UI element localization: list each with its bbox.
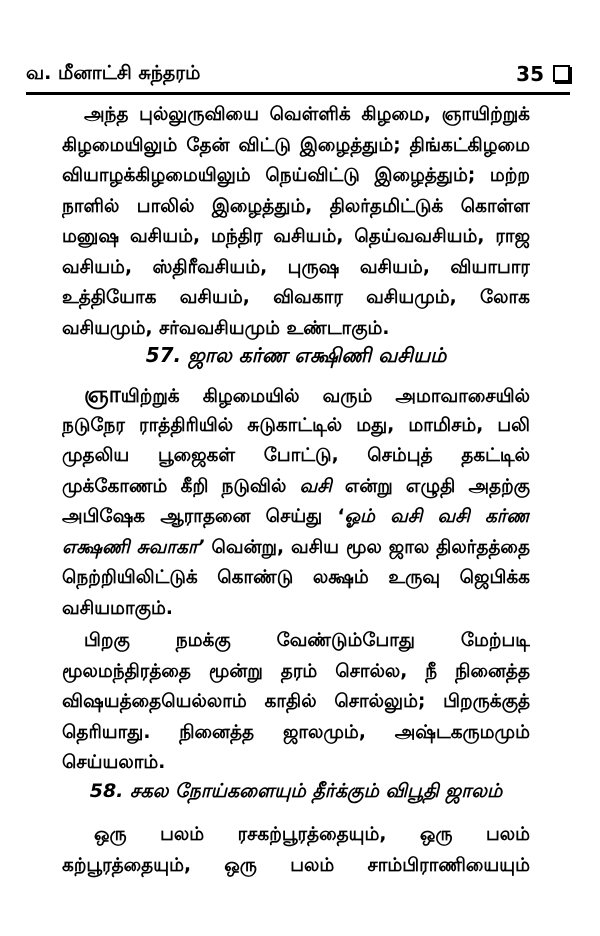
initial-word: ஞா <box>84 382 121 408</box>
header-rule <box>26 92 570 95</box>
text-segment: முக்கோணம் கீறி நடுவில் <box>62 475 300 497</box>
text-line: விஷயத்தையெல்லாம் காதில் சொல்லும்; பிறருக்குத் <box>62 691 530 712</box>
text-line: பிறகு நமக்கு வேண்டும்போது மேற்படி <box>84 630 530 651</box>
text-emphasis: ஓம் வசி வசி கர்ண <box>344 506 530 527</box>
text-line <box>62 502 530 533</box>
square-bullet-icon <box>553 65 570 82</box>
text-line <box>62 380 530 411</box>
text-line: கற்பூரத்தையும், ஒரு பலம் சாம்பிராணியையும் <box>62 854 530 876</box>
text-line: வசியமும், சர்வவசியமும் உண்டாகும். <box>62 317 390 339</box>
text-line: வசியமாகும். <box>62 597 173 619</box>
text-line: ஒரு பலம் ரசகற்பூரத்தையும், ஒரு பலம் <box>94 824 530 845</box>
text-line: நடுநேர ராத்திரியில் சுடுகாட்டில் மது, மாமிசம், பலி <box>62 414 530 436</box>
text-line: மனுஷ வசியம், மந்திர வசியம், தெய்வவசியம், ராஜ <box>62 226 530 247</box>
text-line: முதலிய பூஜைகள் போட்டு, செம்புத் தகட்டில் <box>62 445 530 466</box>
text-emphasis: வசி <box>299 475 332 497</box>
section-heading-58: 58. சகல நோய்களையும் தீர்க்கும் விபூதி ஜாலம் <box>89 780 503 802</box>
section-heading-57: 57. ஜால கர்ண எக்ஷிணி வசியம் <box>145 343 447 367</box>
text-segment: யிற்றுக் கிழமையில் வரும் அமாவாசையில் <box>120 386 530 407</box>
page-number: 35 <box>516 62 544 86</box>
paragraph-3 <box>62 626 530 779</box>
text-line: அந்த புல்லுருவியை வெள்ளிக் கிழமை, ஞாயிற்றுக் <box>84 104 530 125</box>
text-emphasis: எக்ஷணி சுவாகா’ <box>62 536 205 558</box>
text-line: வசியம், ஸ்திரீவசியம், புருஷ வசியம், வியாபார <box>62 256 530 278</box>
text-line: உத்தியோக வசியம், விவகார வசியமும், லோக <box>62 287 530 308</box>
text-line: வியாழக்கிழமையிலும் நெய்விட்டு இழைத்தும்; மற்ற <box>62 165 530 186</box>
text-line <box>62 472 530 503</box>
text-line: கிழமையிலும் தேன் விட்டு இழைத்தும்; திங்கட்கிழமை <box>62 134 530 156</box>
paragraph-2 <box>62 380 530 624</box>
page-header <box>26 56 570 90</box>
text-line: மூலமந்திரத்தை மூன்று தரம் சொல்ல, நீ நினைத்த <box>62 660 530 682</box>
text-segment: என்று எழுதி அதற்கு <box>331 475 530 497</box>
paragraph-1 <box>62 100 530 344</box>
text-line: நெற்றியிலிட்டுக் கொண்டு லக்ஷம் உருவு ஜெபிக்க <box>62 567 530 588</box>
text-line: நாளில் பாலில் இழைத்தும், திலர்தமிட்டுக் கொள்ள <box>62 195 530 217</box>
text-line <box>62 533 530 564</box>
text-line: செய்யலாம். <box>62 752 166 773</box>
text-segment: வென்று, வசிய மூல ஜால திலர்தத்தை <box>204 536 530 558</box>
running-head-author: வ. மீனாட்சி சுந்தரம் <box>26 62 201 84</box>
paragraph-4 <box>62 820 530 881</box>
text-segment: அபிஷேக ஆராதனை செய்து ‘ <box>62 506 345 527</box>
text-line: தெரியாது. நினைத்த ஜாலமும், அஷ்டகருமமும் <box>62 721 530 743</box>
